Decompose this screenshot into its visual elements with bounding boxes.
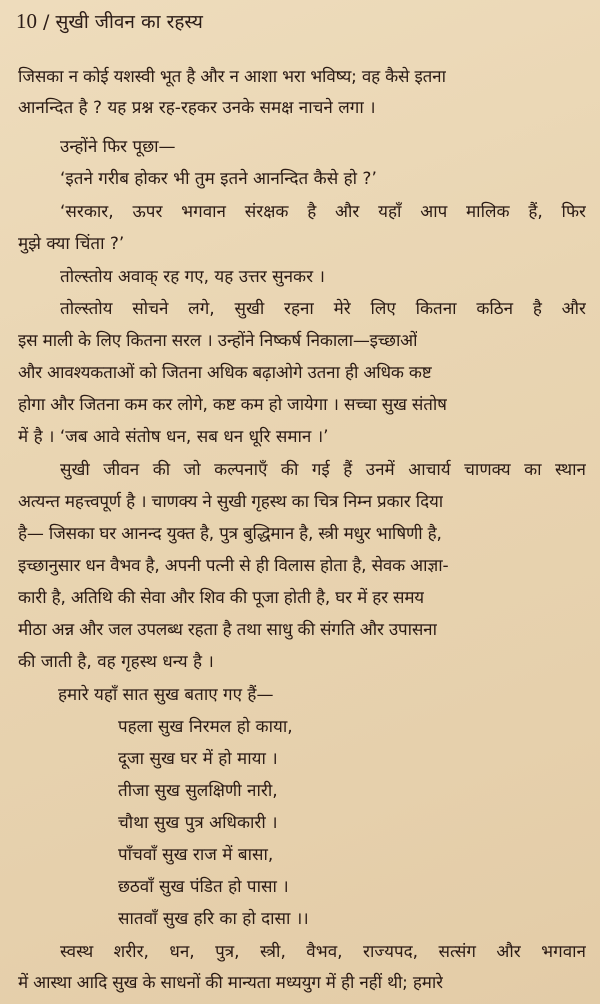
text-line: होगा और जितना कम कर लोगे, कष्ट कम हो जायेगा । सच्चा सुख संतोष: [18, 395, 447, 415]
book-title: सुखी जीवन का रहस्य: [55, 11, 203, 33]
text-line: उन्होंने फिर पूछा—: [60, 137, 176, 157]
text-line: स्वस्थ शरीर, धन, पुत्र, स्त्री, वैभव, राज्यपद, सत्संग और भगवान: [60, 942, 586, 962]
poem-line: तीजा सुख सुलक्षिणी नारी,: [118, 781, 278, 801]
text-line: ‘सरकार, ऊपर भगवान संरक्षक है और यहाँ आप मालिक हैं, फिर: [60, 202, 586, 222]
text-line: तोल्स्तोय सोचने लगे, सुखी रहना मेरे लिए कितना कठिन है और: [60, 299, 586, 319]
text-line: इच्छानुसार धन वैभव है, अपनी पत्नी से ही विलास होता है, सेवक आज्ञा-: [18, 556, 449, 576]
text-line: है— जिसका घर आनन्द युक्त है, पुत्र बुद्धिमान है, स्त्री मधुर भाषिणी है,: [18, 524, 442, 544]
poem-line: दूजा सुख घर में हो माया ।: [118, 749, 278, 769]
running-header: [16, 8, 203, 34]
text-line: ‘इतने गरीब होकर भी तुम इतने आनन्दित कैसे हो ?’: [60, 169, 377, 189]
text-line: में है । ‘जब आवे संतोष धन, सब धन धूरि समान ।’: [18, 427, 329, 447]
text-line: आनन्दित है ? यह प्रश्न रह-रहकर उनके समक्ष नाचने लगा ।: [18, 98, 376, 118]
poem-line: सातवाँ सुख हरि का हो दासा ।।: [118, 909, 309, 929]
text-line: मुझे क्या चिंता ?’: [18, 234, 125, 254]
text-line: कारी है, अतिथि की सेवा और शिव की पूजा होती है, घर में हर समय: [18, 588, 424, 608]
text-line: जिसका न कोई यशस्वी भूत है और न आशा भरा भविष्य; वह कैसे इतना: [18, 67, 446, 87]
poem-line: पहला सुख निरमल हो काया,: [118, 717, 293, 737]
text-line: तोल्स्तोय अवाक् रह गए, यह उत्तर सुनकर ।: [60, 267, 325, 287]
poem-line: छठवाँ सुख पंडित हो पासा ।: [118, 877, 289, 897]
text-line: में आस्था आदि सुख के साधनों की मान्यता मध्ययुग में ही नहीं थी; हमारे: [18, 973, 443, 993]
text-line: सुखी जीवन की जो कल्पनाएँ की गई हैं उनमें आचार्य चाणक्य का स्थान: [60, 460, 586, 480]
text-line: की जाती है, वह गृहस्थ धन्य है ।: [18, 652, 214, 672]
poem-line: पाँचवाँ सुख राज में बासा,: [118, 845, 274, 865]
page-number: 10: [16, 9, 37, 33]
header-separator: /: [43, 11, 50, 33]
text-line: मीठा अन्न और जल उपलब्ध रहता है तथा साधु की संगति और उपासना: [18, 620, 437, 640]
text-line: हमारे यहाँ सात सुख बताए गए हैं—: [58, 685, 274, 705]
text-line: अत्यन्त महत्त्वपूर्ण है । चाणक्य ने सुखी गृहस्थ का चित्र निम्न प्रकार दिया: [18, 492, 444, 512]
text-line: इस माली के लिए कितना सरल । उन्होंने निष्कर्ष निकाला—इच्छाओं: [18, 331, 418, 351]
poem-line: चौथा सुख पुत्र अधिकारी ।: [118, 813, 278, 833]
text-line: और आवश्यकताओं को जितना अधिक बढ़ाओगे उतना ही अधिक कष्ट: [18, 363, 432, 383]
